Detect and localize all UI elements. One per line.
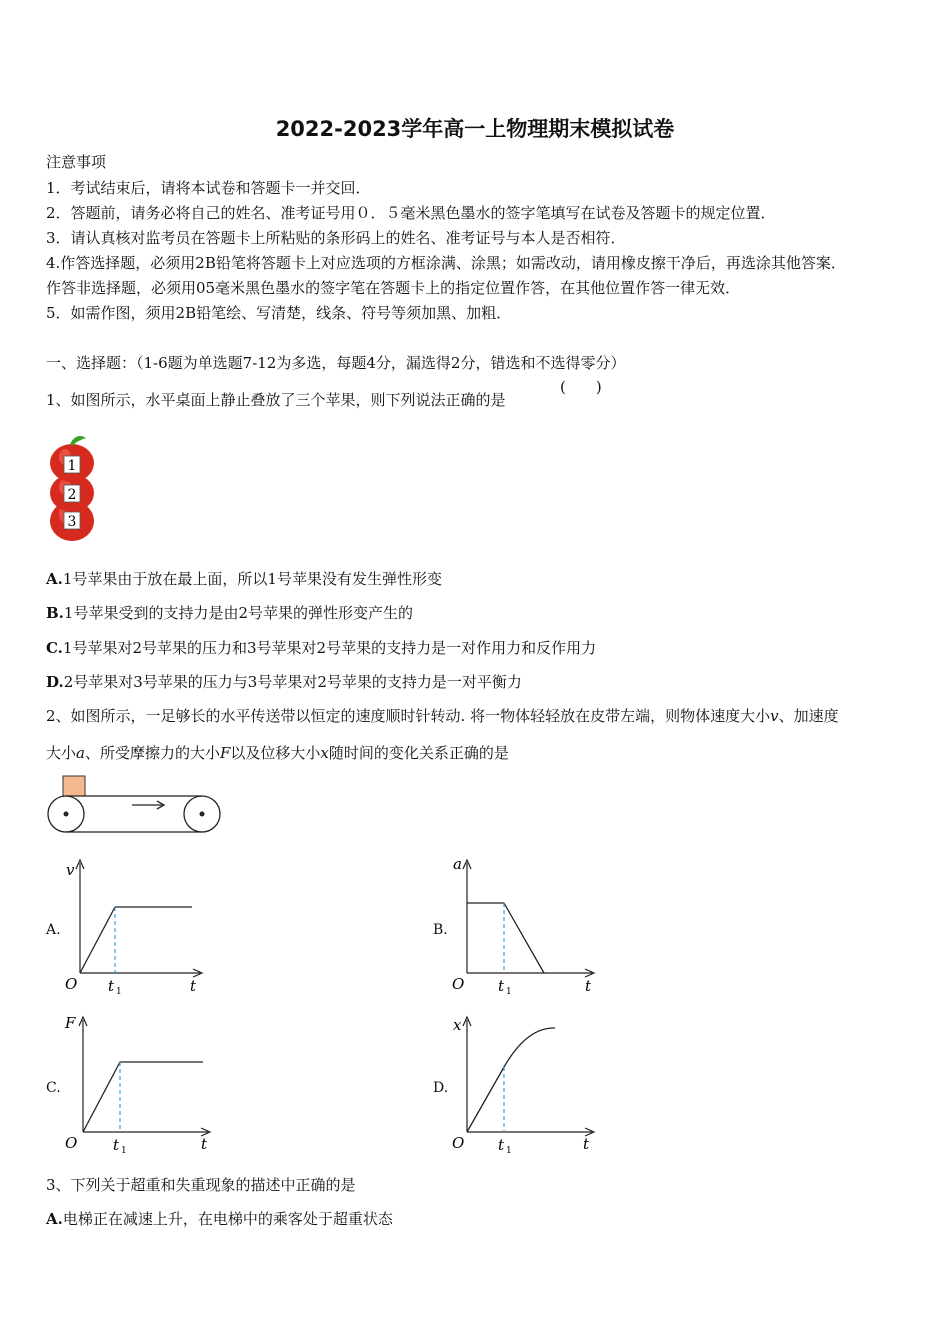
section-heading: 一、选择题：（1-6题为单选题7-12为多选，每题4分，漏选得2分，错选和不选得零分） (46, 354, 626, 372)
svg-text:t: t (190, 977, 197, 995)
notice-item-2: 2．答题前，请务必将自己的姓名、准考证号用０．５毫米黑色墨水的签字笔填写在试卷及答题卡的规定位置． (46, 204, 776, 222)
notice-item-4: 4.作答选择题，必须用2B铅笔将答题卡上对应选项的方框涂满、涂黑；如需改动，请用橡皮擦干净后，再选涂其他答案． (46, 254, 846, 272)
q1-option-a: A.1号苹果由于放在最上面，所以1号苹果没有发生弹性形变 (46, 570, 442, 588)
svg-text:t: t (108, 977, 115, 995)
q2-stem-line1: 2、如图所示，一足够长的水平传送带以恒定的速度顺时针转动. 将一物体轻轻放在皮带左端，则物体速度大小v、加速度 (46, 707, 839, 725)
notice-heading: 注意事项 (46, 153, 107, 171)
svg-text:t: t (498, 977, 505, 995)
q3-option-a: A.电梯正在减速上升，在电梯中的乘客处于超重状态 (46, 1210, 393, 1228)
page-title: 2022-2023学年高一上物理期末模拟试卷 (275, 117, 675, 141)
svg-text:v: v (66, 861, 75, 879)
graph-d-curve (467, 1028, 555, 1132)
stacked-apples-figure (44, 432, 100, 544)
apple-2-label: 2 (67, 487, 77, 503)
svg-text:1: 1 (116, 987, 122, 997)
graph-b-letter: B. (433, 922, 448, 938)
svg-text:t: t (585, 977, 592, 995)
notice-item-4-cont: 作答非选择题，必须用05毫米黑色墨水的签字笔在答题卡上的指定位置作答，在其他位置作答一律无效． (46, 279, 741, 297)
graph-b (447, 855, 602, 1000)
q1-option-b: B.1号苹果受到的支持力是由2号苹果的弹性形变产生的 (46, 604, 413, 622)
symbol-x: x (320, 744, 329, 762)
apple-1-label: 1 (67, 458, 77, 474)
q1-option-c: C.1号苹果对2号苹果的压力和3号苹果对2号苹果的支持力是一对作用力和反作用力 (46, 639, 597, 657)
graph-d (447, 1012, 602, 1157)
svg-text:t: t (583, 1135, 590, 1153)
graph-c-letter: C. (46, 1080, 61, 1096)
q2-stem-line2: 大小a、所受摩擦力的大小F以及位移大小x随时间的变化关系正确的是 (46, 744, 509, 762)
graph-d-letter: D. (433, 1080, 449, 1096)
svg-text:t: t (498, 1136, 505, 1154)
symbol-a: a (76, 744, 85, 762)
svg-text:1: 1 (506, 1146, 512, 1156)
apple-3-label: 3 (67, 514, 77, 530)
graph-c (60, 1012, 220, 1157)
svg-text:F: F (65, 1014, 76, 1032)
q3-stem: 3、下列关于超重和失重现象的描述中正确的是 (46, 1176, 356, 1194)
svg-text:t: t (113, 1136, 120, 1154)
svg-text:t: t (201, 1135, 208, 1153)
graph-a-letter: A. (46, 922, 61, 938)
svg-text:O: O (65, 975, 78, 993)
apple-1 (50, 436, 94, 482)
q1-option-d: D.2号苹果对3号苹果的压力与3号苹果对2号苹果的支持力是一对平衡力 (46, 673, 522, 691)
notice-item-5: 5．如需作图，须用2B铅笔绘、写清楚，线条、符号等须加黑、加粗． (46, 304, 512, 322)
q1-stem: 1、如图所示，水平桌面上静止叠放了三个苹果，则下列说法正确的是 (46, 391, 506, 409)
graph-c-curve (83, 1062, 203, 1132)
block (63, 776, 85, 796)
svg-text:O: O (65, 1134, 78, 1152)
graph-b-curve (467, 903, 544, 973)
svg-text:1: 1 (121, 1146, 127, 1156)
graph-a (60, 855, 210, 1000)
svg-text:O: O (452, 975, 465, 993)
notice-item-1: 1．考试结束后，请将本试卷和答题卡一并交回． (46, 179, 371, 197)
symbol-v: v (770, 707, 779, 725)
symbol-F: F (219, 744, 231, 762)
svg-text:a: a (453, 855, 462, 873)
conveyor-belt-figure (44, 773, 226, 837)
svg-text:O: O (452, 1134, 465, 1152)
svg-text:x: x (453, 1016, 462, 1034)
graph-a-curve (80, 907, 192, 973)
notice-item-3: 3．请认真核对监考员在答题卡上所粘贴的条形码上的姓名、准考证号与本人是否相符． (46, 229, 626, 247)
q1-bracket: ( ) (560, 378, 602, 396)
svg-text:1: 1 (506, 987, 512, 997)
